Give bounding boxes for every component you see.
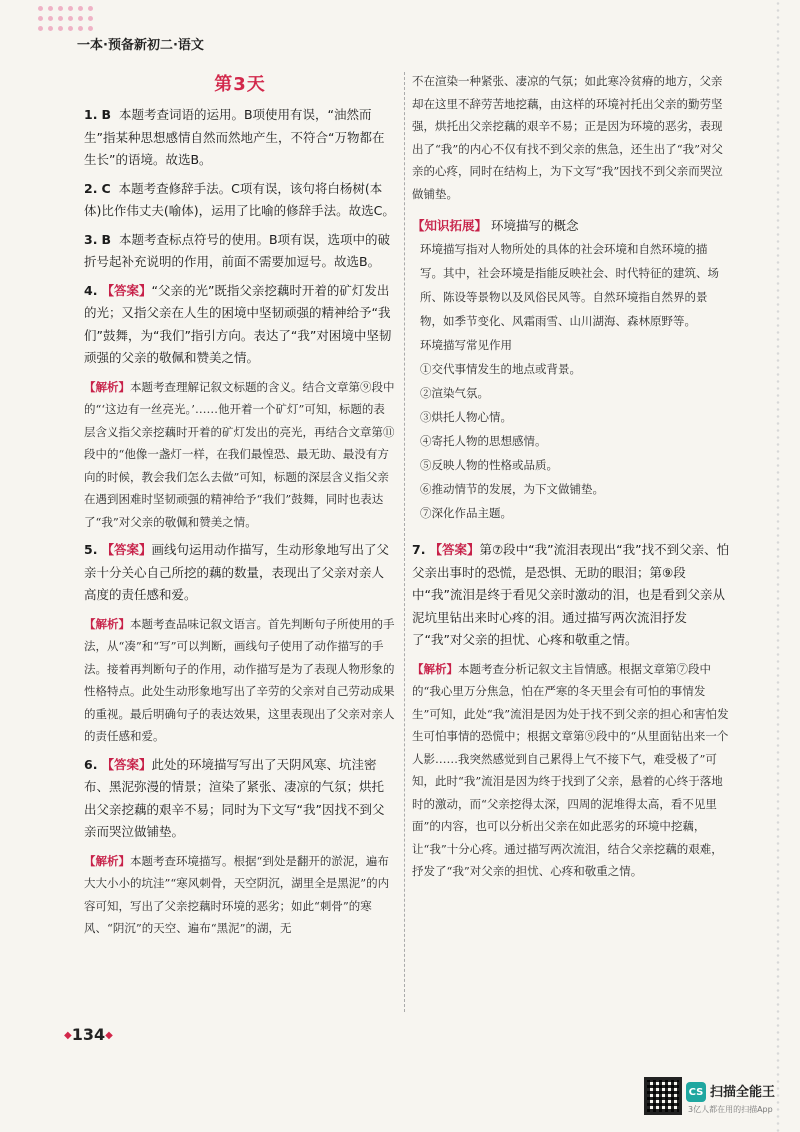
- page-number-text: 134: [71, 1025, 106, 1044]
- knowledge-extension-body: [420, 237, 730, 525]
- item-number: 7.: [412, 542, 426, 557]
- item-text: 本题考查词语的运用。B项使用有误，“油然而生”指某种思想感情自然而然地产生，不符合“万物都在生长”的语境。故选B。: [84, 107, 385, 167]
- answer-item-1: [84, 104, 396, 172]
- analysis-5: [84, 613, 396, 748]
- analysis-text: 本题考查理解记叙文标题的含义。结合文章第⑨段中的“‘这边有一丝亮光。’……他开着一个矿灯”可知，标题的表层含义指父亲挖藕时开着的矿灯发出的亮光，再结合文章第⑪段中的“他像一盏灯一样，在我们最惶恐、最无助、最没有方向的时候，教会我们怎么去做”可知，标题的深层含义指父亲在遇到困难时坚韧顽强的精神给予“我们”鼓舞，同时也表达了“我”对父亲的敬佩和赞美之情。: [84, 379, 395, 529]
- extension-list-item: ③烘托人物心情。: [420, 410, 512, 424]
- item-label: C: [101, 180, 111, 196]
- right-edge-dots: [776, 0, 780, 1132]
- analysis-6-continued: 不在渲染一种紧张、凄凉的气氛；如此寒冷贫瘠的地方，父亲却在这里不辞劳苦地挖藕，由这样的环境衬托出父亲的勤劳坚强，烘托出父亲挖藕的艰辛不易；正是因为环境的恶劣，表现出了“我”的内心不仅有找不到父亲的焦急，还生出了“我”对父亲的心疼，同时在结构上，为下文写“我”因找不到父亲而哭泣做铺垫。: [412, 74, 724, 201]
- answer-item-4: [84, 280, 396, 370]
- analysis-tag: 【解析】: [84, 853, 130, 868]
- item-number: 2.: [84, 180, 98, 196]
- analysis-6: [84, 850, 396, 940]
- analysis-text: 本题考查环境描写。根据“到处是翻开的淤泥，遍布大大小小的坑洼”“寒风刺骨，天空阴沉，湖里全是黑泥”的内容可知，写出了父亲挖藕时环境的恶劣；如此“刺骨”的寒风、“阴沉”的天空、遍布“黑泥”的湖，无: [84, 853, 390, 935]
- item-number: 6.: [84, 756, 98, 772]
- analysis-tag: 【解析】: [84, 616, 130, 631]
- answer-tag: 【答案】: [101, 282, 152, 298]
- item-text: 本题考查标点符号的使用。B项有误，选项中的破折号起补充说明的作用，前面不需要加逗号。故选B。: [84, 231, 391, 269]
- answer-tag: 【答案】: [429, 542, 480, 557]
- analysis-7: [412, 658, 730, 883]
- right-column: [412, 70, 730, 889]
- page-number: [64, 1025, 113, 1044]
- item-number: 1.: [84, 107, 98, 122]
- answer-item-2: [84, 178, 396, 223]
- analysis-tag: 【解析】: [84, 379, 130, 394]
- analysis-text: 本题考查分析记叙文主旨情感。根据文章第⑦段中的“我心里万分焦急，怕在严寒的冬天里会有可怕的事情发生”可知，此处“我”流泪是因为处于找不到父亲的担心和害怕发生可怕事情的恐慌中；根据文章第⑨段中的“从里面钻出来一个人影……我突然感觉到自己累得上气不接下气，难受极了”可知，此时“我”流泪是因为终于找到了父亲，悬着的心终于落地时的激动，而“父亲挖得太深，四周的泥堆得太高，看不见里面”的内容，也可以分析出父亲在如此恶劣的环境中挖藕，让“我”十分心疼。通过描写两次流泪，结合父亲挖藕的艰难，抒发了“我”对父亲的担忧、心疼和敬重之情。: [412, 661, 729, 878]
- item-label: B: [101, 231, 111, 247]
- item-text: 画线句运用动作描写，生动形象地写出了父亲十分关心自己所挖的藕的数量，表现出了父亲对亲人高度的责任感和爱。: [84, 542, 389, 602]
- answer-item-6: [84, 754, 396, 844]
- answer-item-3: [84, 229, 396, 274]
- book-header: 一本·预备新初二·语文: [77, 38, 204, 53]
- diamond-icon: ◆: [64, 1030, 72, 1041]
- diamond-icon: ◆: [105, 1030, 113, 1041]
- extension-paragraph: 环境描写指对人物所处的具体的社会环境和自然环境的描写。其中，社会环境是指能反映社会、时代特征的建筑、场所、陈设等景物以及风俗民风等。自然环境指自然界的景物，如季节变化、风霜雨雪、山川湖海、森林原野等。: [420, 242, 719, 328]
- column-divider: [404, 72, 406, 1012]
- day-title: 第3天: [214, 74, 266, 95]
- extension-list-item: ⑦深化作品主题。: [420, 506, 512, 520]
- scanner-app-name: 扫描全能王: [710, 1085, 776, 1100]
- item-text: 此处的环境描写写出了天阴风寒、坑洼密布、黑泥弥漫的情景；渲染了紧张、凄凉的气氛；烘托出父亲挖藕的艰辛不易；同时为下文写“我”因找不到父亲而哭泣做铺垫。: [84, 756, 385, 839]
- qr-code-icon: [644, 1077, 682, 1115]
- analysis-tag: 【解析】: [412, 661, 458, 676]
- answer-item-5: [84, 539, 396, 607]
- item-number: 5.: [84, 542, 98, 557]
- answer-item-7: [412, 539, 730, 652]
- analysis-4: [84, 376, 396, 534]
- item-text: 第⑦段中“我”流泪表现出“我”找不到父亲、怕父亲出事时的恐慌，是恐惧、无助的眼泪；第⑨段中“我”流泪是终于看见父亲时激动的泪，也是看到父亲从泥坑里钻出来时心疼的泪。通过描写两次流泪抒发了“我”对父亲的担忧、心疼和敬重之情。: [412, 542, 730, 647]
- item-text: 本题考查修辞手法。C项有误，该句将白杨树(本体)比作伟丈夫(喻体)，运用了比喻的修辞手法。故选C。: [84, 180, 395, 218]
- scanner-app-tagline: 3亿人都在用的扫描App: [688, 1105, 773, 1114]
- cs-logo-icon: CS: [686, 1082, 706, 1102]
- item-text: “父亲的光”既指父亲挖藕时开着的矿灯发出的光；又指父亲在人生的困境中坚韧顽强的精神给予“我们”鼓舞，为“我们”指引方向。表达了“我”对困境中坚韧顽强的父亲的敬佩和赞美之情。: [84, 282, 392, 365]
- item-number: 4.: [84, 282, 98, 298]
- extension-list-item: ①交代事情发生的地点或背景。: [420, 362, 581, 376]
- decorative-dots: [38, 6, 95, 33]
- extension-subtitle: 环境描写常见作用: [420, 338, 512, 352]
- item-label: B: [101, 107, 111, 122]
- extension-list-item: ⑤反映人物的性格或品质。: [420, 458, 558, 472]
- knowledge-extension-title: [412, 215, 730, 237]
- left-column: [84, 70, 396, 946]
- extension-list-item: ⑥推动情节的发展，为下文做铺垫。: [420, 482, 604, 496]
- analysis-text: 本题考查品味记叙文语言。首先判断句子所使用的手法，从“凑”和“写”可以判断，画线句子使用了动作描写的手法。接着再判断句子的作用，动作描写是为了表现人物形象的性格特点。此处生动形象地写出了辛劳的父亲对自己劳动成果的重视。最后明确句子的表达效果，这里表现出了父亲对亲人的责任感和爱。: [84, 616, 395, 743]
- answer-tag: 【答案】: [101, 542, 152, 557]
- extension-heading: 环境描写的概念: [491, 218, 579, 233]
- extension-list-item: ②渲染气氛。: [420, 386, 489, 400]
- extension-tag: 【知识拓展】: [412, 218, 488, 233]
- item-number: 3.: [84, 231, 98, 247]
- answer-tag: 【答案】: [101, 756, 152, 772]
- extension-list-item: ④寄托人物的思想感情。: [420, 434, 547, 448]
